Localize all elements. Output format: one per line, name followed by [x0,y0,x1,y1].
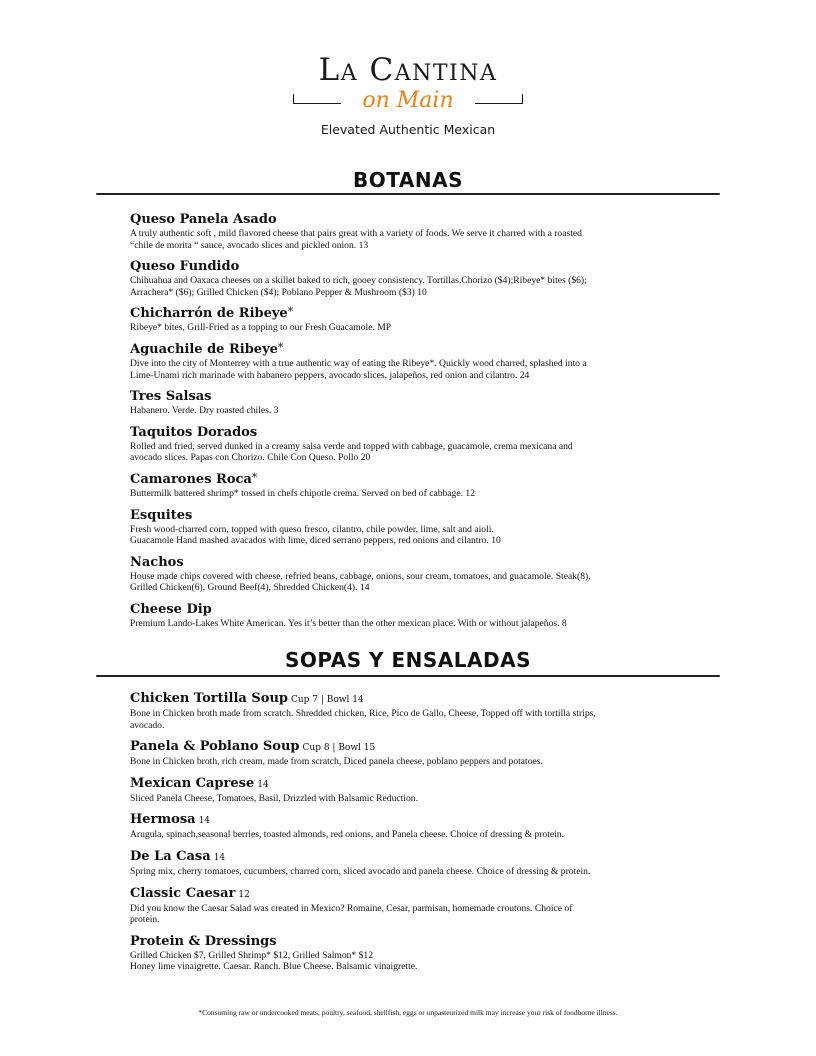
tagline: Elevated Authentic Mexican [320,122,496,137]
menu-item [130,304,700,334]
menu-item-header [130,257,700,275]
menu-item-name: Protein & Dressings [130,933,277,949]
menu-item-name: Queso Fundido [130,259,240,275]
menu-item [130,689,700,731]
menu-item-price: 12 [238,889,250,900]
menu-item-description: Premium Lando-Lakes White American. Yes it’s better than the other mexican place. With or without jalapeños. 8 [130,617,567,629]
menu-item-name: De La Casa [130,848,211,864]
section-divider [96,675,720,677]
logo-title: La Cantina [318,52,498,88]
menu-item-name: Taquitos Dorados [130,424,258,440]
menu-item-header [130,932,700,950]
menu-item-price: Cup 7 | Bowl 14 [290,695,364,705]
botanas-list [130,210,700,636]
menu-item-header [130,884,700,903]
menu-item-description: Rolled and fried, served dunked in a creamy salsa verde and topped with cabbage, guacamole, crema mexicana and avocado slices. Papas con Chorizo. Chile Con Queso. Pollo 20 [130,440,573,464]
menu-item-description: Bone in Chicken broth, rich cream, made from scratch, Diced panela cheese, poblano peppers and potatoes. [130,756,543,768]
menu-item-description: Buttermilk battered shrimp* tossed in chefs chipotle crema. Served on bed of cabbage. 12 [130,487,476,499]
menu-item-description: Fresh wood-charred corn, topped with queso fresco, cilantro, chile powder, lime, salt and aioli. Guacamole Hand mashed avacados with lime, diced serrano peppers, red onions and cilantro. 10 [130,523,501,547]
menu-item [130,257,700,298]
menu-item-header [130,847,700,866]
menu-item-name: Classic Caesar [130,885,236,901]
menu-item [130,737,700,768]
menu-item [130,774,700,805]
menu-item-description: Sliced Panela Cheese, Tomatoes, Basil, Drizzled with Balsamic Reduction. [130,792,418,804]
menu-item-header [130,210,700,228]
menu-item [130,506,700,547]
menu-item-name: Tres Salsas [130,389,212,405]
menu-item-name: Hermosa [130,812,196,828]
logo-line-left [293,103,341,104]
menu-item [130,423,700,464]
logo-script: on Main [362,88,454,113]
section-divider [96,193,720,195]
menu-item-name: Panela & Poblano Soup [130,739,300,755]
menu-item [130,470,700,500]
menu-item-description: Ribeye* bites, Grill-Fried as a topping to our Fresh Guacamole. MP [130,322,392,334]
menu-item [130,810,700,841]
menu-item-description: Spring mix, cherry tomatoes, cucumbers, charred corn, sliced avocado and panela cheese. Choice of dressing & protein. [130,865,591,877]
menu-item-header [130,304,700,322]
menu-item-name: Nachos [130,554,184,570]
menu-item [130,600,700,630]
menu-item-description: A truly authentic soft , mild flavored cheese that pairs great with a variety of foods. We serve it charred with a roasted “chile de morita “ sauce, avocado slices and pickled onion. 13 [130,228,582,251]
menu-item-price: 14 [257,779,269,790]
section-title-botanas: BOTANAS [353,168,463,192]
menu-item-header [130,810,700,829]
menu-item-header [130,423,700,441]
menu-item-description: Bone in Chicken broth made from scratch. Shredded chicken, Rice, Pico de Gallo, Cheese, Topped off with tortilla strips, avocado. [130,708,596,731]
logo [0,52,816,114]
section-title-sopas-y-ensaladas: SOPAS Y ENSALADAS [284,648,531,672]
menu-item-asterisk: * [251,470,258,484]
menu-item [130,553,700,594]
logo-line-right [475,103,523,104]
menu-item-price: 14 [198,816,211,827]
menu-item-header [130,470,700,488]
menu-item [130,210,700,251]
menu-item [130,932,700,973]
menu-item-name: Cheese Dip [130,601,212,617]
menu-item-asterisk: * [287,305,294,319]
menu-item-name: Chicharrón de Ribeye [130,306,288,322]
footnote: *Consuming raw or undercooked meats, poultry, seafood, shellfish, eggs or unpasteurized milk may increase your risk of foodborne illness. [198,1008,618,1017]
menu-item-name: Mexican Caprese [130,775,255,791]
menu-item-name: Chicken Tortilla Soup [130,691,288,706]
menu-item-header [130,774,700,793]
menu-item-description: Arugula, spinach,seasonal berries, toasted almonds, red onions, and Panela cheese. Choice of dressing & protein. [130,829,565,841]
menu-item [130,847,700,878]
menu-item-name: Aguachile de Ribeye [130,341,278,357]
menu-item-header [130,737,700,756]
menu-item [130,884,700,926]
menu-item-header [130,506,700,524]
menu-item-description: Grilled Chicken $7, Grilled Shrimp* $12, Grilled Salmon* $12 Honey lime vinaigrette. Caesar. Ranch. Blue Cheese. Balsamic vinaigrette. [130,949,418,973]
menu-item-asterisk: * [277,340,284,354]
menu-item-description: Chihuahua and Oaxaca cheeses on a skillet baked to rich, gooey consistency. Tortillas.Chorizo ($4);Ribeye* bites ($6); Arrachera* ($6); Grilled Chicken ($4); Poblano Pepper & Mushroom ($3) 10 [130,275,587,298]
logo-subtitle-row [293,88,523,114]
menu-item [130,387,700,417]
menu-item-description: Dive into the city of Monterrey with a true authentic way of eating the Ribeye*. Quickly wood charred, splashed into a Lime-Unami rich marinade with habanero peppers, avocado slices, jalapeños, red onion and cilantro. 24 [130,357,587,381]
menu-item-header [130,600,700,618]
menu-item-name: Esquites [130,507,193,523]
menu-item-price: Cup 8 | Bowl 15 [302,743,376,754]
sopas-list [130,689,700,979]
menu-item-price: 14 [213,852,226,863]
menu-item-description: Did you know the Caesar Salad was created in Mexico? Romaine, Cesar, parmisan, homemade croutons. Choice of protein. [130,902,573,926]
menu-item-header [130,553,700,571]
menu-item-header [130,340,700,358]
menu-item-name: Queso Panela Asado [130,212,277,227]
logo-ornament-right [522,94,523,104]
menu-item-description: House made chips covered with cheese, refried beans, cabbage, onions, sour cream, tomatoes, and guacamole. Steak(8), Grilled Chicken(6), Ground Beef(4), Shredded Chicken(4). 14 [130,570,591,594]
menu-item-header [130,387,700,405]
menu-item-header [130,689,700,708]
menu-item-name: Camarones Roca [130,471,252,487]
menu-item-description: Habanero. Verde. Dry roasted chiles. 3 [130,405,279,417]
menu-item [130,340,700,381]
